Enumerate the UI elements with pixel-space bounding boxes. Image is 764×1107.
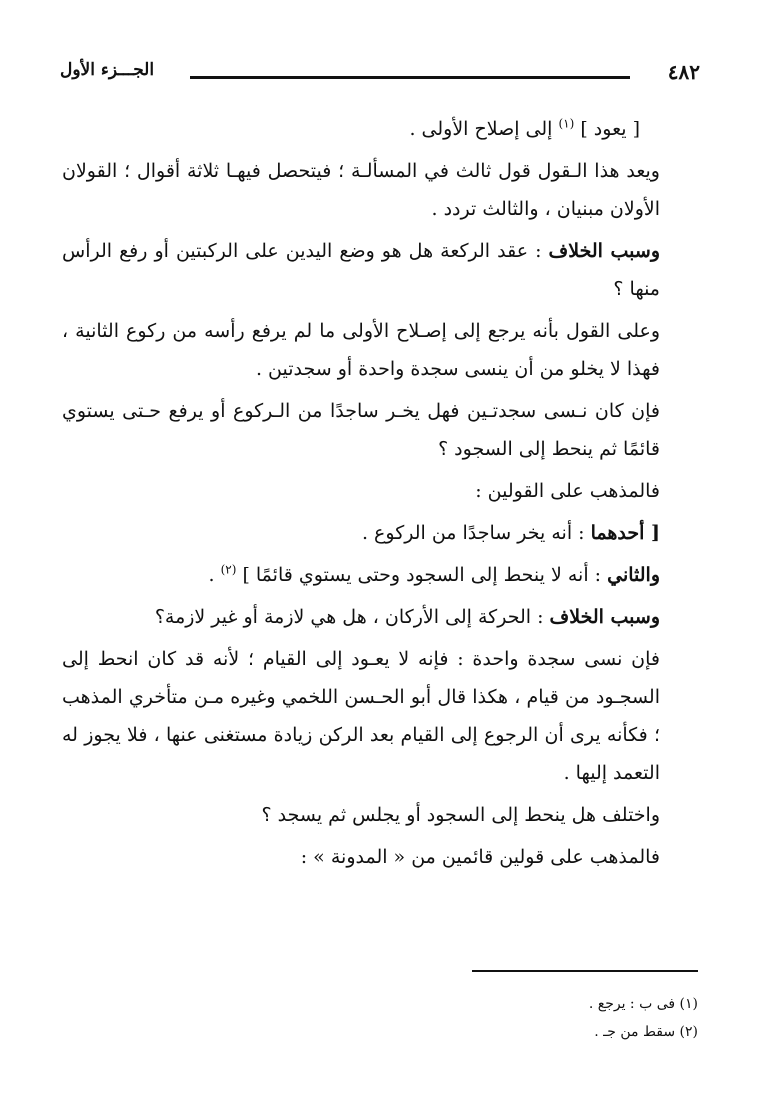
paragraph-lead: والثاني: [607, 564, 660, 586]
paragraph-lead: [ أحدهما: [590, 522, 660, 544]
paragraph-lead: وسبب الخلاف: [548, 240, 660, 262]
paragraph-text: فالمذهب على قولين قائمين من « المدونة » :: [300, 846, 660, 868]
paragraph: [62, 514, 700, 552]
paragraph: [62, 152, 700, 228]
paragraph-text: واختلف هل ينحط إلى السجود أو يجلس ثم يسجد ؟: [261, 804, 660, 826]
footnote-rule: [472, 970, 698, 972]
paragraph: [62, 392, 700, 468]
page-number: ٤٨٢: [667, 60, 700, 84]
paragraph: [62, 640, 700, 792]
paragraph: [62, 838, 700, 876]
paragraph: [62, 232, 700, 308]
paragraph: [62, 796, 700, 834]
footnotes: [298, 990, 698, 1046]
paragraph: [62, 472, 700, 510]
paragraph-tail: .: [208, 564, 215, 586]
running-head: الجـــزء الأول: [60, 60, 155, 80]
paragraph: [62, 556, 700, 594]
paragraph-text: وعلى القول بأنه يرجع إلى إصـلاح الأولى ما لم يرفع رأسه من ركوع الثانية ، فهذا لا يخلو من أن ينسى سجدة واحدة أو سجدتين .: [62, 320, 660, 380]
paragraph-text: فالمذهب على القولين :: [475, 480, 660, 502]
footnote-ref: (١): [558, 116, 575, 131]
paragraph-lead: وسبب الخلاف: [549, 606, 660, 628]
page-header: [60, 60, 700, 90]
paragraph-text: ويعد هذا الـقول قول ثالث في المسألـة ؛ فيتحصل فيهـا ثلاثة أقوال ؛ القولان الأولان مبنيان ، والثالث تردد .: [62, 160, 660, 220]
footnote: (١) فى ب : يرجع .: [588, 996, 698, 1012]
paragraph-tail: إلى إصلاح الأولى .: [409, 118, 553, 140]
paragraph: [62, 312, 700, 388]
footnote: (٢) سقط من جـ .: [594, 1024, 698, 1040]
paragraph-text: فإن نسى سجدة واحدة : فإنه لا يعـود إلى القيام ؛ لأنه قد كان انحط إلى السجـود من قيام ، هكذا قال أبو الحـسن اللخمي وغيره مـن متأخري المذهب ؛ فكأنه يرى أن الرجوع إلى القيام بعد الركن زيادة مستغنى عنها ، فلا يجوز له التعمد إليها .: [62, 648, 660, 784]
paragraph: [62, 110, 700, 148]
footnote-ref: (٢): [220, 562, 237, 577]
paragraph-text: [ يعود ]: [580, 118, 640, 140]
paragraph-text: : أنه لا ينحط إلى السجود وحتى يستوي قائمًا ]: [242, 564, 602, 586]
paragraph-text: : عقد الركعة هل هو وضع اليدين على الركبتين أو رفع الرأس منها ؟: [62, 240, 660, 300]
paragraph: [62, 598, 700, 636]
header-rule: [190, 76, 630, 79]
paragraph-text: : أنه يخر ساجدًا من الركوع .: [361, 522, 585, 544]
body-text: [62, 110, 700, 880]
paragraph-text: فإن كان نـسى سجدتـين فهل يخـر ساجدًا من الـركوع أو يرفع حـتى يستوي قائمًا ثم ينحط إلى السجود ؟: [62, 400, 660, 460]
paragraph-text: : الحركة إلى الأركان ، هل هي لازمة أو غير لازمة؟: [154, 606, 544, 628]
